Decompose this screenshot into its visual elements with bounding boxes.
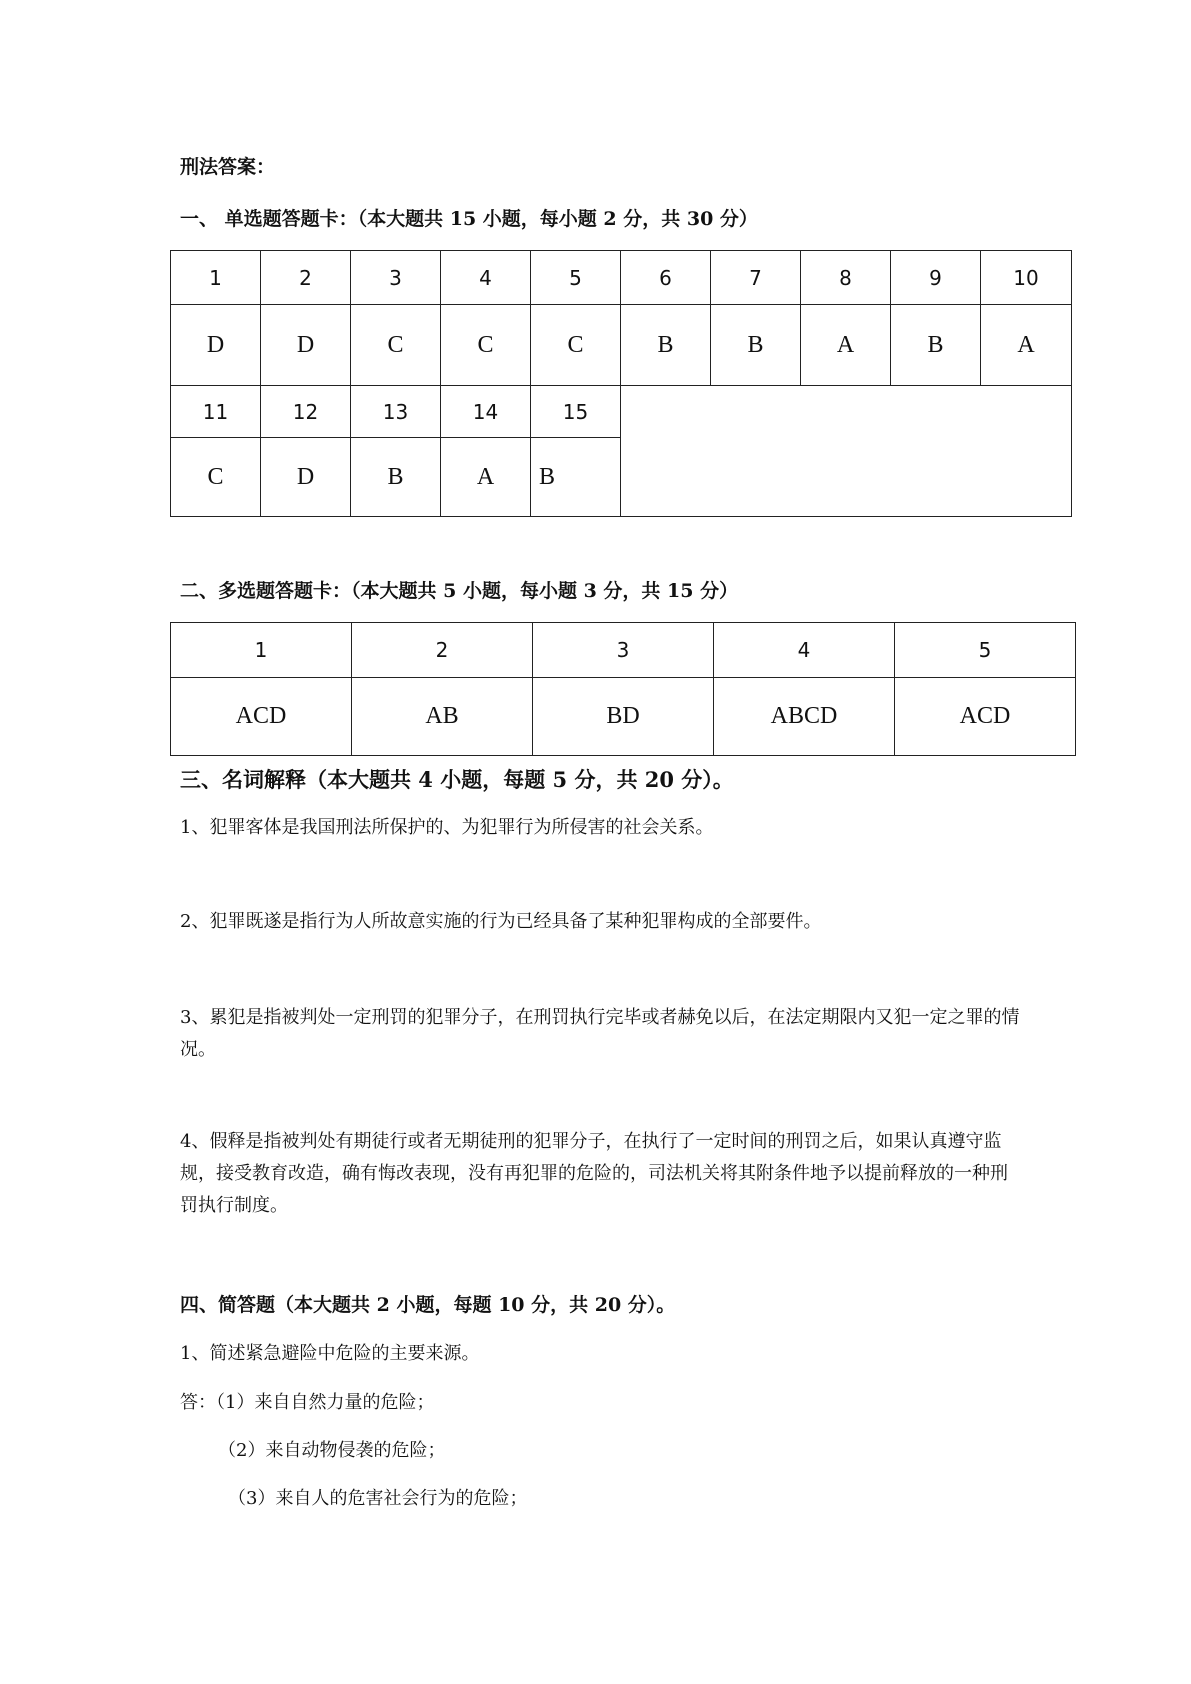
answer-cell: C	[531, 305, 621, 386]
answer-cell: A	[981, 305, 1072, 386]
question-number: 9	[891, 251, 981, 305]
question-number: 3	[533, 623, 714, 678]
question-number: 1	[171, 251, 261, 305]
question-number: 4	[441, 251, 531, 305]
question-number: 3	[351, 251, 441, 305]
table-row	[171, 623, 1076, 678]
question-number: 7	[711, 251, 801, 305]
answer-cell: B	[711, 305, 801, 386]
question-number: 8	[801, 251, 891, 305]
answer-line: （3）来自人的危害社会行为的危险；	[228, 1488, 528, 1509]
question-number: 13	[351, 386, 441, 438]
answer-cell: B	[621, 305, 711, 386]
answer-cell: ACD	[895, 678, 1076, 756]
question-number: 15	[531, 386, 621, 438]
section1-heading: 一、 单选题答题卡：（本大题共 15 小题，每小题 2 分，共 30 分）	[180, 208, 758, 230]
answer-cell: D	[171, 305, 261, 386]
question-number: 10	[981, 251, 1072, 305]
table-row	[171, 386, 1072, 438]
answer-cell: C	[441, 305, 531, 386]
definition-item: 1、犯罪客体是我国刑法所保护的、为犯罪行为所侵害的社会关系。	[180, 817, 714, 838]
answer-line: （2）来自动物侵袭的危险；	[218, 1440, 446, 1461]
answer-cell: ACD	[171, 678, 352, 756]
definition-item: 4、假释是指被判处有期徒行或者无期徒刑的犯罪分子，在执行了一定时间的刑罚之后，如果认真遵守监规，接受教育改造，确有悔改表现，没有再犯罪的危险的，司法机关将其附条件地予以提前释放的一种刑罚执行制度。	[180, 1131, 1008, 1216]
answer-cell: C	[351, 305, 441, 386]
answer-cell: C	[171, 438, 261, 517]
short-answer-question: 1、简述紧急避险中危险的主要来源。	[180, 1343, 480, 1364]
section2-heading: 二、多选题答题卡：（本大题共 5 小题，每小题 3 分，共 15 分）	[180, 580, 739, 602]
answer-line: 答：（1）来自自然力量的危险；	[180, 1392, 435, 1413]
empty-merged-cell	[621, 386, 1072, 517]
definition-item: 3、累犯是指被判处一定刑罚的犯罪分子，在刑罚执行完毕或者赫免以后，在法定期限内又犯一定之罪的情况。	[180, 1007, 1020, 1060]
answer-cell: B	[351, 438, 441, 517]
question-number: 1	[171, 623, 352, 678]
multiple-choice-answer-table	[170, 622, 1076, 756]
section4-heading: 四、简答题（本大题共 2 小题，每题 10 分，共 20 分）。	[180, 1294, 676, 1316]
question-number: 14	[441, 386, 531, 438]
single-choice-answer-table	[170, 250, 1072, 517]
question-number: 11	[171, 386, 261, 438]
answer-cell: B	[891, 305, 981, 386]
answer-cell: D	[261, 438, 351, 517]
section3-heading: 三、名词解释（本大题共 4 小题，每题 5 分，共 20 分）。	[180, 767, 734, 792]
answer-cell: AB	[352, 678, 533, 756]
answer-cell: BD	[533, 678, 714, 756]
question-number: 6	[621, 251, 711, 305]
answer-cell: A	[441, 438, 531, 517]
table-row	[171, 678, 1076, 756]
definition-item: 2、犯罪既遂是指行为人所故意实施的行为已经具备了某种犯罪构成的全部要件。	[180, 911, 822, 932]
answer-cell: A	[801, 305, 891, 386]
question-number: 12	[261, 386, 351, 438]
table-row	[171, 251, 1072, 305]
answer-cell: B	[531, 438, 621, 517]
question-number: 2	[352, 623, 533, 678]
question-number: 5	[895, 623, 1076, 678]
document-title: 刑法答案：	[180, 156, 276, 178]
answer-cell: D	[261, 305, 351, 386]
table-row	[171, 305, 1072, 386]
question-number: 5	[531, 251, 621, 305]
question-number: 4	[714, 623, 895, 678]
answer-cell: ABCD	[714, 678, 895, 756]
question-number: 2	[261, 251, 351, 305]
